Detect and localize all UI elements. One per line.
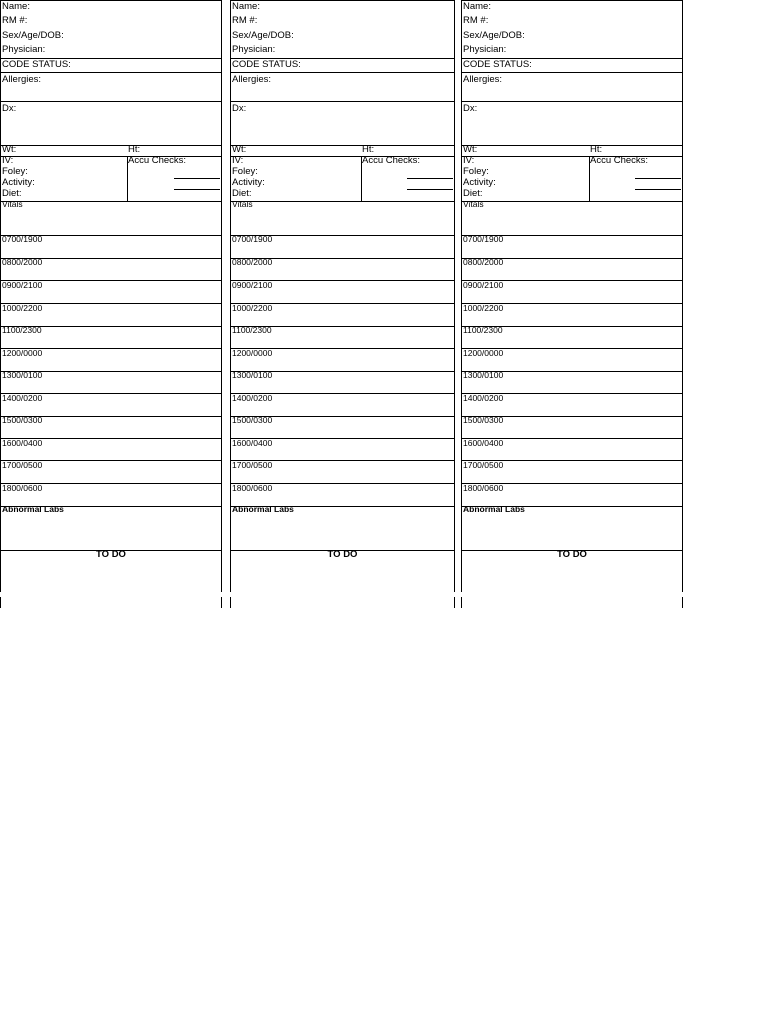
height-field: Ht:: [590, 144, 603, 155]
foley-field: Foley:: [2, 166, 28, 177]
time-slot-row: 1700/0500: [463, 460, 504, 470]
row-divider: [461, 72, 683, 73]
physician-field: Physician:: [463, 44, 507, 55]
time-slot-row: 1500/0300: [232, 415, 273, 425]
row-divider: [461, 0, 683, 1]
diet-field: Diet:: [463, 188, 483, 199]
report-sheet-3: [461, 0, 683, 608]
time-slot-row: 1500/0300: [463, 415, 504, 425]
report-sheet-1: [0, 0, 222, 608]
vitals-section: Vitals: [232, 199, 253, 209]
sheet-border-right: [221, 0, 222, 592]
allergies-field: Allergies:: [463, 74, 503, 85]
accu-checks-field: Accu Checks:: [362, 155, 421, 166]
iv-field: IV:: [463, 155, 475, 166]
vitals-section: Vitals: [2, 199, 23, 209]
todo-heading: TO DO: [557, 549, 587, 560]
time-slot-row: 1400/0200: [232, 393, 273, 403]
time-slot-row: 1400/0200: [2, 393, 43, 403]
diet-field: Diet:: [2, 188, 22, 199]
diet-field: Diet:: [232, 188, 252, 199]
row-divider: [0, 156, 222, 157]
time-slot-row: 0800/2000: [463, 257, 504, 267]
time-slot-row: 1600/0400: [463, 438, 504, 448]
foley-field: Foley:: [463, 166, 489, 177]
time-slot-row: 0700/1900: [2, 234, 43, 244]
time-slot-row: 1300/0100: [2, 370, 43, 380]
sheet-border-right-tail: [454, 597, 455, 608]
sheet-border-left: [230, 0, 231, 592]
time-slot-row: 1200/0000: [2, 348, 43, 358]
time-slot-row: 1300/0100: [232, 370, 273, 380]
time-slot-row: 0700/1900: [463, 234, 504, 244]
row-divider: [0, 201, 222, 202]
row-divider: [0, 101, 222, 102]
diagnosis-field: Dx:: [463, 103, 478, 114]
weight-field: Wt:: [463, 144, 478, 155]
time-slot-row: 1800/0600: [463, 483, 504, 493]
time-slot-row: 1200/0000: [232, 348, 273, 358]
sex-age-dob-field: Sex/Age/DOB:: [232, 30, 294, 41]
time-slot-row: 1200/0000: [463, 348, 504, 358]
iv-field: IV:: [232, 155, 244, 166]
sheet-border-left-tail: [461, 597, 462, 608]
row-divider: [461, 156, 683, 157]
accu-checks-blank: [407, 189, 453, 190]
code-status-field: CODE STATUS:: [463, 59, 532, 70]
todo-heading: TO DO: [327, 549, 358, 560]
time-slot-row: 1700/0500: [2, 460, 43, 470]
time-slot-row: 1100/2300: [2, 325, 42, 335]
time-slot-row: 0800/2000: [232, 257, 273, 267]
time-slot-row: 1100/2300: [463, 325, 503, 335]
time-slot-row: 1300/0100: [463, 370, 504, 380]
time-slot-row: 1000/2200: [2, 303, 43, 313]
name-field: Name:: [463, 1, 491, 12]
name-field: Name:: [2, 1, 30, 12]
time-slot-row: 0900/2100: [2, 280, 43, 290]
abnormal-labs-section: Abnormal Labs: [232, 504, 294, 514]
row-divider: [461, 201, 683, 202]
row-divider: [230, 145, 455, 146]
sheet-border-left: [0, 0, 1, 592]
time-slot-row: 0700/1900: [232, 234, 273, 244]
sheet-border-left: [461, 0, 462, 592]
sheet-border-right: [682, 0, 683, 592]
time-slot-row: 1800/0600: [232, 483, 273, 493]
sheet-border-left-tail: [230, 597, 231, 608]
vitals-section: Vitals: [463, 199, 484, 209]
sheet-border-right-tail: [682, 597, 683, 608]
time-slot-row: 1500/0300: [2, 415, 43, 425]
row-divider: [230, 156, 455, 157]
room-number-field: RM #:: [2, 15, 28, 26]
time-slot-row: 1700/0500: [232, 460, 273, 470]
row-divider: [230, 201, 455, 202]
room-number-field: RM #:: [463, 15, 489, 26]
activity-field: Activity:: [463, 177, 496, 188]
accu-checks-field: Accu Checks:: [128, 155, 187, 166]
time-slot-row: 1100/2300: [232, 325, 272, 335]
code-status-field: CODE STATUS:: [232, 59, 301, 70]
activity-field: Activity:: [232, 177, 265, 188]
row-divider: [0, 72, 222, 73]
time-slot-row: 0900/2100: [232, 280, 273, 290]
row-divider: [0, 0, 222, 1]
row-divider: [230, 72, 455, 73]
accu-checks-blank: [174, 189, 220, 190]
weight-field: Wt:: [2, 144, 17, 155]
sheet-border-left-tail: [0, 597, 1, 608]
time-slot-row: 1800/0600: [2, 483, 43, 493]
accu-checks-field: Accu Checks:: [590, 155, 649, 166]
row-divider: [230, 101, 455, 102]
diagnosis-field: Dx:: [232, 103, 247, 114]
accu-checks-blank: [635, 189, 681, 190]
time-slot-row: 1000/2200: [463, 303, 504, 313]
foley-field: Foley:: [232, 166, 258, 177]
report-sheet-2: [230, 0, 455, 608]
time-slot-row: 1000/2200: [232, 303, 273, 313]
accu-checks-blank: [407, 178, 453, 179]
abnormal-labs-section: Abnormal Labs: [463, 504, 525, 514]
weight-field: Wt:: [232, 144, 247, 155]
accu-checks-blank: [174, 178, 220, 179]
height-field: Ht:: [362, 144, 375, 155]
name-field: Name:: [232, 1, 260, 12]
allergies-field: Allergies:: [232, 74, 272, 85]
room-number-field: RM #:: [232, 15, 258, 26]
accu-checks-blank: [635, 178, 681, 179]
time-slot-row: 1600/0400: [2, 438, 43, 448]
row-divider: [0, 145, 222, 146]
row-divider: [230, 0, 455, 1]
time-slot-row: 1400/0200: [463, 393, 504, 403]
physician-field: Physician:: [2, 44, 46, 55]
time-slot-row: 0800/2000: [2, 257, 43, 267]
time-slot-row: 0900/2100: [463, 280, 504, 290]
todo-heading: TO DO: [96, 549, 126, 560]
time-slot-row: 1600/0400: [232, 438, 273, 448]
diagnosis-field: Dx:: [2, 103, 17, 114]
sheet-border-right-tail: [221, 597, 222, 608]
sex-age-dob-field: Sex/Age/DOB:: [463, 30, 525, 41]
height-field: Ht:: [128, 144, 141, 155]
activity-field: Activity:: [2, 177, 35, 188]
sex-age-dob-field: Sex/Age/DOB:: [2, 30, 64, 41]
abnormal-labs-section: Abnormal Labs: [2, 504, 64, 514]
allergies-field: Allergies:: [2, 74, 42, 85]
physician-field: Physician:: [232, 44, 276, 55]
iv-field: IV:: [2, 155, 14, 166]
code-status-field: CODE STATUS:: [2, 59, 71, 70]
sheet-border-right: [454, 0, 455, 592]
row-divider: [461, 145, 683, 146]
row-divider: [461, 101, 683, 102]
